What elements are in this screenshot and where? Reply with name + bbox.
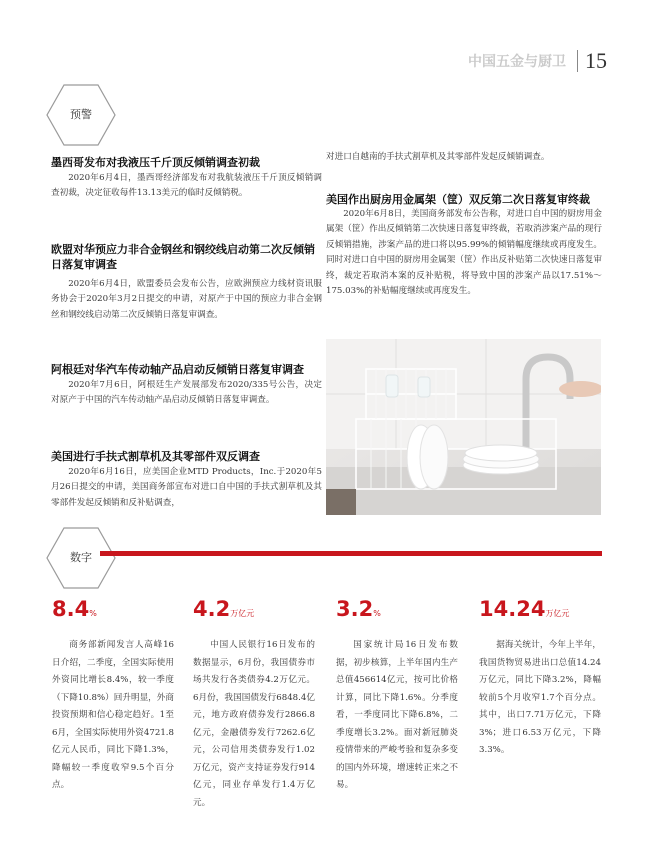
header-divider [577, 50, 578, 72]
page-number: 15 [585, 48, 607, 73]
stat-value: 8.4% [52, 597, 97, 621]
numbers-tag-label: 数字 [70, 551, 92, 564]
article-title: 欧盟对华预应力非合金钢丝和钢绞线启动第二次反倾销日落复审调查 [51, 243, 315, 271]
stat-value: 14.24万亿元 [479, 597, 570, 621]
article-body: 2020年6月4日，墨西哥经济部发布对我航装液压千斤顶反倾销调查初裁，决定征收每件13.13美元的临时反倾销税。 [51, 173, 322, 199]
stat-body: 中国人民银行16日发布的数据显示，6月份，我国债券市场共发行各类债券4.2万亿元。6月份，我国国债发行6848.4亿元，地方政府债券发行2866.8亿元，金融债券发行7262.6亿元，公司信用类债券发行1.02万亿元，资产支持证券发行914亿元，同业存单发行1.4万亿元。 [193, 640, 315, 808]
dish-rack-photo-icon [326, 339, 601, 515]
warning-tag-label: 预警 [70, 108, 92, 121]
article-body: 2020年6月4日，欧盟委员会发布公告，应欧洲预应力线材资讯服务协会于2020年3月2日提交的申请，对原产于中国的预应力非合金钢丝和钢绞线启动第二次反倾销日落复审调查。 [51, 279, 322, 320]
warning-tag [46, 84, 116, 146]
article-body: 2020年6月8日，美国商务部发布公告称，对进口自中国的厨房用金属架（筐）作出反倾销第二次快速日落复审终裁，若取消涉案产品的现行反倾销措施，涉案产品的进口将以95.99%的倾销幅度继续或再度发生。同时对进口自中国的厨房用金属架（筐）作出反补贴第二次快速日落复审终，裁定若取消本案的反补贴税，将导致中国的涉案产品以17.51%～175.03%的补贴幅度继续或再度发生。 [326, 209, 602, 297]
article-body-continuation: 对进口自越南的手扶式割草机及其零部件发起反倾销调查。 [326, 152, 550, 162]
red-divider-bar [100, 551, 602, 556]
stat-body: 商务部新闻发言人高峰16日介绍，二季度，全国实际使用外资同比增长8.4%，较一季度（下降10.8%）回升明显，外商投资预期和信心稳定趋好。1至6月，全国实际使用外资4721.8亿元人民币，同比下降1.3%，降幅较一季度收窄9.5个百分点。 [52, 640, 174, 790]
dish-rack-photo [326, 339, 601, 515]
stat-value: 3.2% [336, 597, 381, 621]
article-title: 墨西哥发布对我液压千斤顶反倾销调查初裁 [51, 156, 260, 169]
numbers-tag [46, 527, 116, 589]
article-title: 美国进行手扶式割草机及其零部件双反调查 [51, 450, 260, 463]
brand-logo: 中国五金与厨卫 [468, 54, 566, 70]
stat-body: 国家统计局16日发布数据，初步核算，上半年国内生产总值456614亿元，按可比价格计算，同比下降1.6%。分季度看，一季度同比下降6.8%，二季度增长3.2%。面对新冠肺炎疫情带来的严峻考验和复杂多变的国内外环境，增速转正来之不易。 [336, 640, 458, 790]
article-body: 2020年6月16日，应美国企业MTD Products，Inc.于2020年5月26日提交的申请，美国商务部宣布对进口自中国的手扶式割草机及其零部件发起反倾销和反补贴调查， [51, 467, 322, 508]
stat-value: 4.2万亿元 [193, 597, 255, 621]
article-body: 2020年7月6日，阿根廷生产发展部发布2020/335号公告，决定对原产于中国的汽车传动轴产品启动反倾销日落复审调查。 [51, 380, 322, 406]
stat-body: 据海关统计，今年上半年，我国货物贸易进出口总值14.24万亿元，同比下降3.2%，降幅较前5个月收窄1.7个百分点。其中，出口7.71万亿元，下降3%；进口6.53万亿元，下降3.3%。 [479, 640, 601, 755]
article-title: 美国作出厨房用金属架（筐）双反第二次日落复审终裁 [326, 193, 590, 206]
article-title: 阿根廷对华汽车传动轴产品启动反倾销日落复审调查 [51, 363, 304, 376]
